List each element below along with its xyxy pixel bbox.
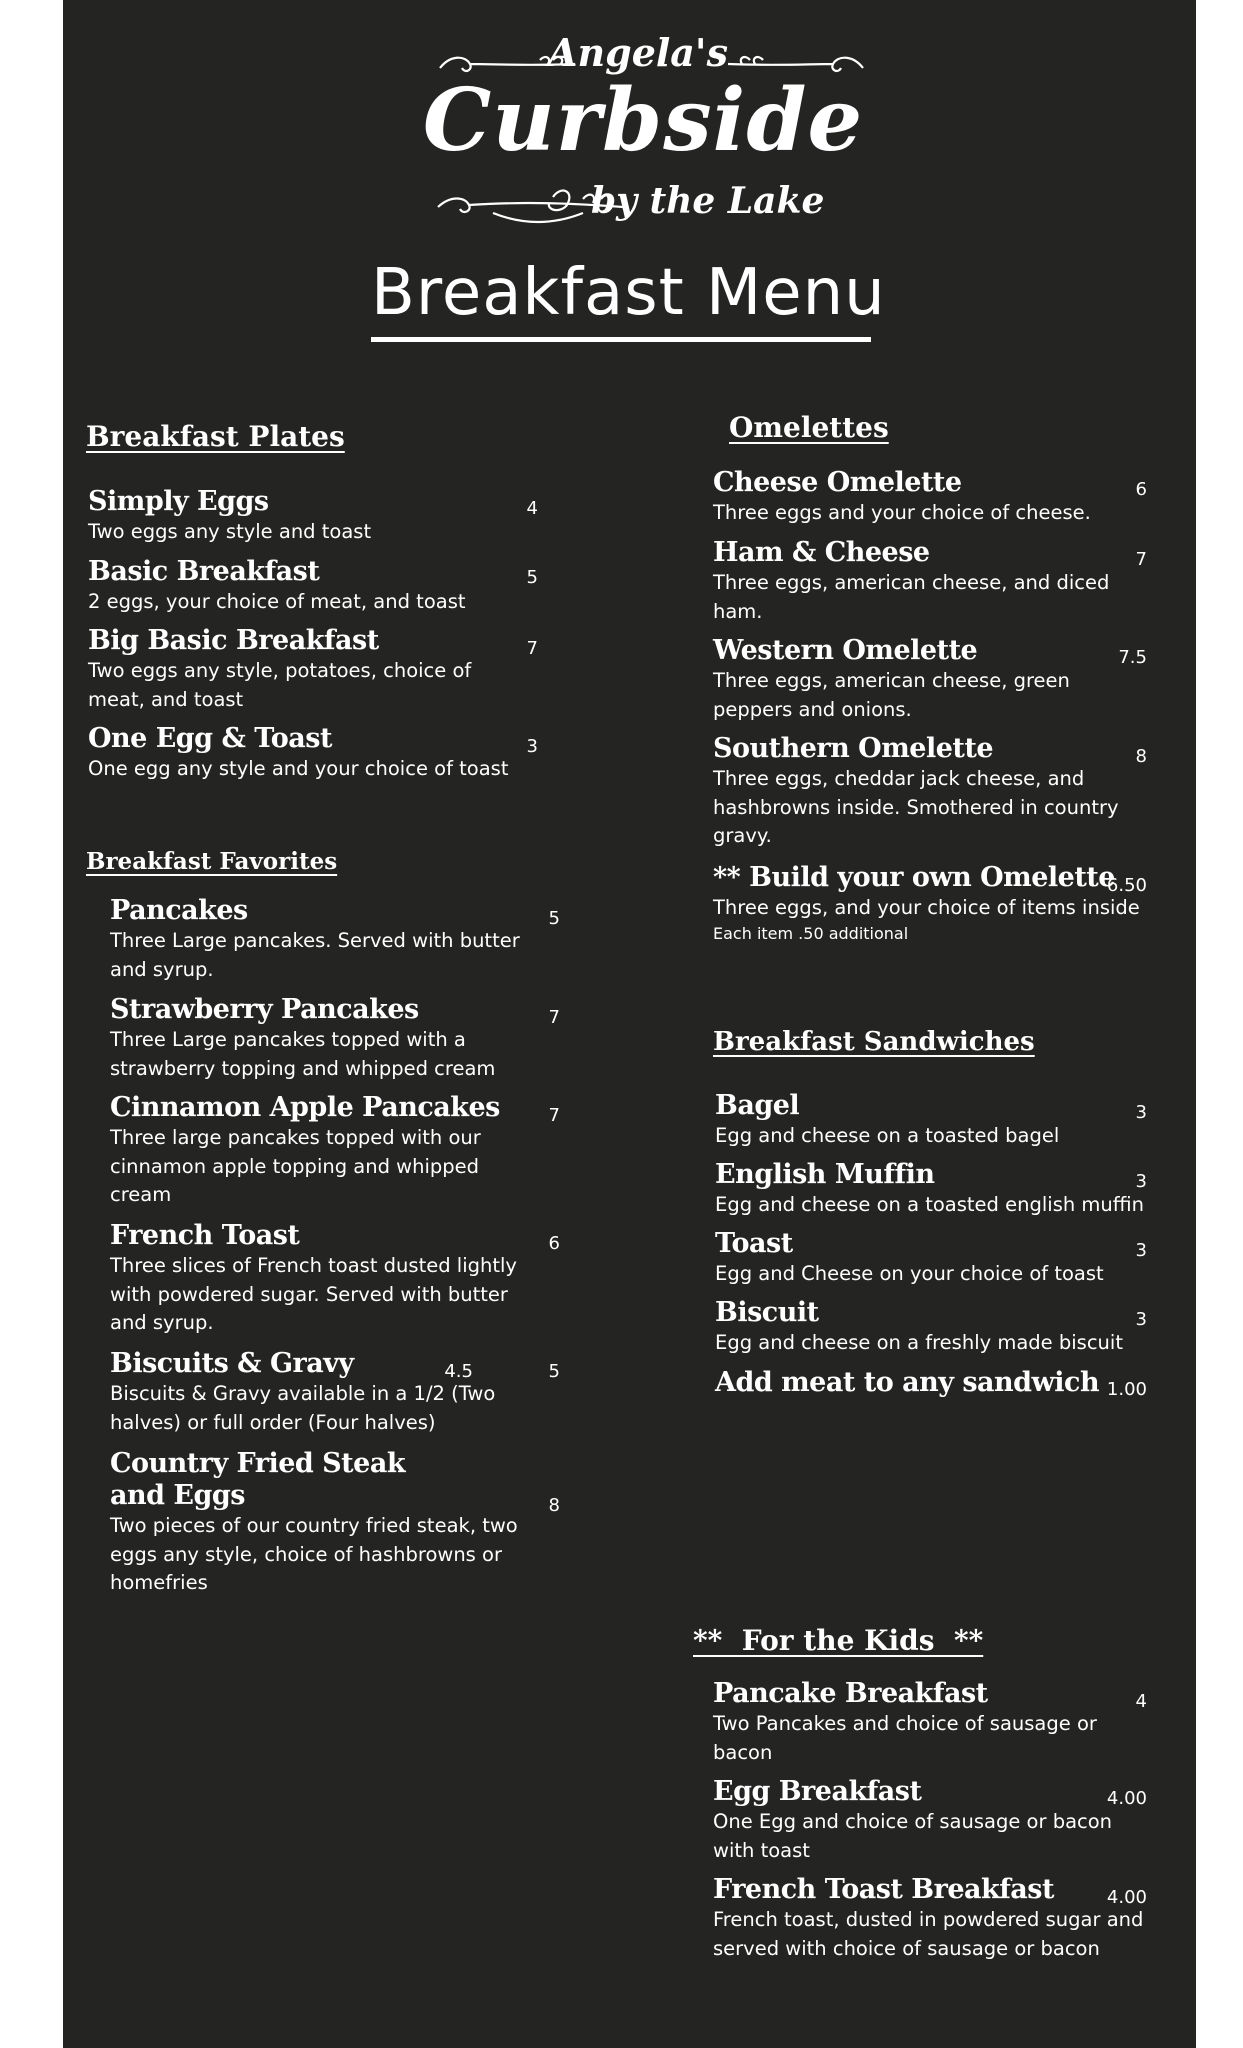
item-price: 4.00 xyxy=(1106,1788,1147,1809)
item-name: One Egg & Toast xyxy=(88,723,332,754)
list-item xyxy=(713,1678,1133,1767)
item-price: 3 xyxy=(1135,1102,1147,1123)
item-price: 6 xyxy=(1135,479,1147,500)
item-price: 1.00 xyxy=(1106,1379,1147,1400)
item-description: Two eggs any style, potatoes, choice of meat, and toast xyxy=(88,659,472,711)
section-title-omelettes: Omelettes xyxy=(729,411,889,444)
brand-top: Angela's xyxy=(548,30,728,75)
item-name: Bagel xyxy=(715,1090,800,1121)
item-name: Cheese Omelette xyxy=(713,467,962,498)
list-item xyxy=(88,486,518,547)
item-price: 4.00 xyxy=(1106,1887,1147,1908)
item-name: Southern Omelette xyxy=(713,733,993,764)
section-title-breakfast-favorites: Breakfast Favorites xyxy=(86,848,338,875)
item-name: Simply Eggs xyxy=(88,486,269,517)
list-item xyxy=(713,467,1143,528)
brand-sub: by the Lake xyxy=(591,180,825,222)
item-description: Two pieces of our country fried steak, two eggs any style, choice of hashbrowns or homefries xyxy=(110,1514,518,1594)
item-description: Egg and cheese on a freshly made biscuit xyxy=(715,1331,1123,1354)
section-title-breakfast-sandwiches: Breakfast Sandwiches xyxy=(713,1027,1035,1057)
item-description: Three Large pancakes. Served with butter and syrup. xyxy=(110,929,520,981)
item-description: Three large pancakes topped with our cinnamon apple topping and whipped cream xyxy=(110,1126,481,1206)
item-name: French Toast Breakfast xyxy=(713,1874,1054,1905)
menu-board xyxy=(63,0,1196,2048)
item-price: 7 xyxy=(1135,549,1147,570)
item-description: Two eggs any style and toast xyxy=(88,520,372,543)
item-description: Two Pancakes and choice of sausage or bacon xyxy=(713,1712,1097,1764)
list-item xyxy=(713,733,1133,851)
list-item xyxy=(110,994,535,1083)
item-name: Biscuits & Gravy xyxy=(110,1348,354,1379)
item-description: Three eggs, american cheese, and diced ham. xyxy=(713,571,1110,623)
item-description: Three eggs, american cheese, green peppers and onions. xyxy=(713,669,1070,721)
item-description: Three slices of French toast dusted lightly with powdered sugar. Served with butter and syrup. xyxy=(110,1254,517,1334)
item-name: Add meat to any sandwich xyxy=(715,1367,1100,1398)
item-price-half: 4.5 xyxy=(444,1361,473,1382)
list-item xyxy=(713,537,1133,626)
item-price: 8 xyxy=(548,1495,560,1516)
item-name: Big Basic Breakfast xyxy=(88,625,379,656)
item-description: Egg and cheese on a toasted english muffin xyxy=(715,1193,1144,1216)
item-price: 5 xyxy=(548,908,560,929)
item-note: Each item .50 additional xyxy=(713,923,909,943)
item-price: 5 xyxy=(548,1361,560,1382)
menu-title-underline xyxy=(371,337,871,342)
item-name: Ham & Cheese xyxy=(713,537,930,568)
item-name: Western Omelette xyxy=(713,635,978,666)
list-item xyxy=(713,635,1093,724)
list-item xyxy=(88,625,503,714)
item-name: French Toast xyxy=(110,1220,300,1251)
item-price: 6 xyxy=(548,1233,560,1254)
list-item xyxy=(713,1776,1143,1865)
item-description: Three Large pancakes topped with a strawberry topping and whipped cream xyxy=(110,1028,496,1080)
list-item xyxy=(110,1092,515,1210)
item-name: Biscuit xyxy=(715,1297,819,1328)
list-item xyxy=(110,1220,525,1338)
item-price: 3 xyxy=(1135,1171,1147,1192)
item-price: 7 xyxy=(526,638,538,659)
list-item xyxy=(110,895,535,984)
item-price: 8 xyxy=(1135,746,1147,767)
item-name: Pancakes xyxy=(110,895,248,926)
item-description: Three eggs, cheddar jack cheese, and hashbrowns inside. Smothered in country gravy. xyxy=(713,767,1119,847)
item-name: Pancake Breakfast xyxy=(713,1678,988,1709)
menu-title: Breakfast Menu xyxy=(371,256,886,330)
section-title-breakfast-plates: Breakfast Plates xyxy=(86,420,345,453)
item-description: 2 eggs, your choice of meat, and toast xyxy=(88,590,466,613)
item-description: Egg and cheese on a toasted bagel xyxy=(715,1124,1060,1147)
item-description: Biscuits & Gravy available in a 1/2 (Two halves) or full order (Four halves) xyxy=(110,1382,496,1434)
item-description: One Egg and choice of sausage or bacon with toast xyxy=(713,1810,1113,1862)
item-name: Basic Breakfast xyxy=(88,556,320,587)
item-description: French toast, dusted in powdered sugar and served with choice of sausage or bacon xyxy=(713,1908,1144,1960)
item-description: Egg and Cheese on your choice of toast xyxy=(715,1262,1104,1285)
item-price: 3 xyxy=(526,736,538,757)
item-name: Strawberry Pancakes xyxy=(110,994,419,1025)
item-price: 4 xyxy=(526,498,538,519)
list-item xyxy=(88,556,518,617)
item-price: 5 xyxy=(526,567,538,588)
item-name: ** Build your own Omelette xyxy=(713,862,1115,893)
item-price: 6.50 xyxy=(1106,875,1147,896)
item-price: 3 xyxy=(1135,1240,1147,1261)
item-name: Cinnamon Apple Pancakes xyxy=(110,1092,500,1123)
list-item xyxy=(110,1448,530,1598)
item-name: Toast xyxy=(715,1228,793,1259)
item-description: Three eggs and your choice of cheese. xyxy=(713,501,1091,524)
brand-main: Curbside xyxy=(422,70,864,171)
item-name: Country Fried Steak and Eggs xyxy=(110,1448,406,1511)
list-item xyxy=(715,1367,1115,1399)
list-item xyxy=(88,723,538,784)
item-price: 4 xyxy=(1135,1691,1147,1712)
item-price: 7 xyxy=(548,1007,560,1028)
item-price: 7 xyxy=(548,1105,560,1126)
item-price: 3 xyxy=(1135,1309,1147,1330)
section-title-kids: ** For the Kids ** xyxy=(693,1624,984,1657)
item-price: 7.5 xyxy=(1118,647,1147,668)
item-name: English Muffin xyxy=(715,1159,935,1190)
item-description: One egg any style and your choice of toast xyxy=(88,757,509,780)
item-description: Three eggs, and your choice of items inside xyxy=(713,896,1140,919)
item-name: Egg Breakfast xyxy=(713,1776,922,1807)
